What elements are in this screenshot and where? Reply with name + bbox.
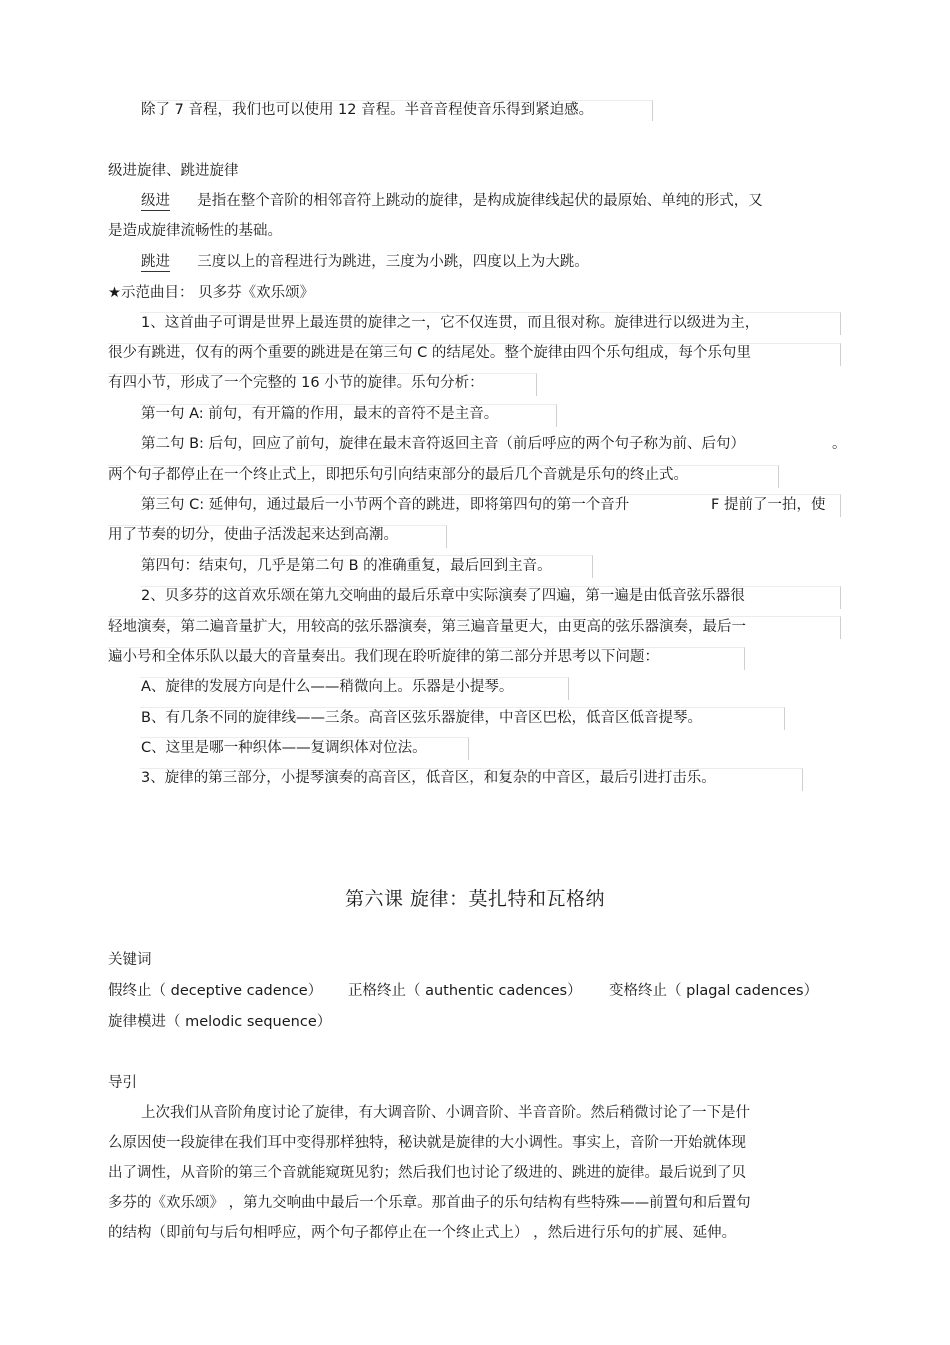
melody-heading: 级进旋律、跳进旋律 xyxy=(108,163,239,179)
sentence-c-line2: 用了节奏的切分，使曲子活泼起来达到高潮。 xyxy=(108,527,398,543)
jijin-line-1 xyxy=(141,191,763,211)
jijin-line-2: 是造成旋律流畅性的基础。 xyxy=(108,223,282,239)
tiaojin-term: 跳进 xyxy=(141,254,170,270)
lesson-title: 第六课 旋律：莫扎特和瓦格纳 xyxy=(344,888,606,910)
para1-line3: 有四小节，形成了一个完整的 16 小节的旋律。乐句分析： xyxy=(108,375,484,391)
intervals-line: 除了 7 音程，我们也可以使用 12 音程。半音音程使音乐得到紧迫感。 xyxy=(141,102,594,118)
keyword-plagal: 变格终止（ plagal cadences） xyxy=(609,983,819,999)
sentence-b-line1: 第二句 B: 后句，回应了前句，旋律在最末音符返回主音（前后呼应的两个句子称为前、后句） xyxy=(141,436,746,452)
para1-line2: 很少有跳进，仅有的两个重要的跳进是在第三句 C 的结尾处。整个旋律由四个乐句组成，每个乐句里 xyxy=(108,345,751,361)
sentence-b-end: 。 xyxy=(832,436,847,452)
jijin-definition: 是指在整个音阶的相邻音符上跳动的旋律，是构成旋律线起伏的最原始、单纯的形式，又 xyxy=(197,193,763,209)
intro-line4: 多芬的《欢乐颂》 ，第九交响曲中最后一个乐章。那首曲子的乐句结构有些特殊——前置句和后置句 xyxy=(108,1195,751,1211)
sentence-c-line1: 第三句 C: 延伸句，通过最后一小节两个音的跳进，即将第四句的第一个音升 xyxy=(141,497,630,513)
jijin-term: 级进 xyxy=(141,193,170,209)
para2-line3: 遍小号和全体乐队以最大的音量奏出。我们现在聆听旋律的第二部分并思考以下问题： xyxy=(108,649,659,665)
keyword-deceptive: 假终止（ deceptive cadence） xyxy=(108,983,323,999)
sentence-d: 第四句：结束句，几乎是第二句 B 的准确重复，最后回到主音。 xyxy=(141,558,552,574)
tiaojin-line xyxy=(141,252,589,272)
para2-line1: 2、贝多芬的这首欢乐颂在第九交响曲的最后乐章中实际演奏了四遍，第一遍是由低音弦乐器很 xyxy=(141,588,745,604)
sentence-a: 第一句 A: 前句，有开篇的作用，最末的音符不是主音。 xyxy=(141,406,499,422)
tiaojin-definition: 三度以上的音程进行为跳进，三度为小跳，四度以上为大跳。 xyxy=(197,254,589,270)
intro-line3: 出了调性，从音阶的第三个音就能窥斑见豹；然后我们也讨论了级进的、跳进的旋律。最后说到了贝 xyxy=(108,1165,746,1181)
example-piece: ★示范曲目： 贝多芬《欢乐颂》 xyxy=(108,285,315,301)
sentence-c-line1b: F 提前了一拍，使 xyxy=(711,497,826,513)
question-a: A、旋律的发展方向是什么——稍微向上。乐器是小提琴。 xyxy=(141,679,514,695)
para2-line2: 轻地演奏，第二遍音量扩大，用较高的弦乐器演奏，第三遍音量更大，由更高的弦乐器演奏，最后一 xyxy=(108,619,746,635)
intro-line1: 上次我们从音阶角度讨论了旋律，有大调音阶、小调音阶、半音音阶。然后稍微讨论了一下是什 xyxy=(141,1105,750,1121)
keyword-authentic: 正格终止（ authentic cadences） xyxy=(348,983,582,999)
keywords-label: 关键词 xyxy=(108,952,152,968)
question-c: C、这里是哪一种织体——复调织体对位法。 xyxy=(141,740,427,756)
sentence-b-line2: 两个句子都停止在一个终止式上，即把乐句引向结束部分的最后几个音就是乐句的终止式。 xyxy=(108,467,688,483)
keyword-sequence: 旋律模进（ melodic sequence） xyxy=(108,1014,332,1030)
question-b: B、有几条不同的旋律线——三条。高音区弦乐器旋律，中音区巴松，低音区低音提琴。 xyxy=(141,710,702,726)
intro-line2: 么原因使一段旋律在我们耳中变得那样独特，秘诀就是旋律的大小调性。事实上，音阶一开始就体现 xyxy=(108,1135,746,1151)
intro-label: 导引 xyxy=(108,1075,137,1091)
para3: 3、旋律的第三部分，小提琴演奏的高音区，低音区，和复杂的中音区，最后引进打击乐。 xyxy=(141,770,716,786)
para1-line1: 1、这首曲子可谓是世界上最连贯的旋律之一，它不仅连贯，而且很对称。旋律进行以级进为主， xyxy=(141,315,760,331)
intro-line5: 的结构（即前句与后句相呼应，两个句子都停止在一个终止式上） ，然后进行乐句的扩展、延伸。 xyxy=(108,1225,737,1241)
